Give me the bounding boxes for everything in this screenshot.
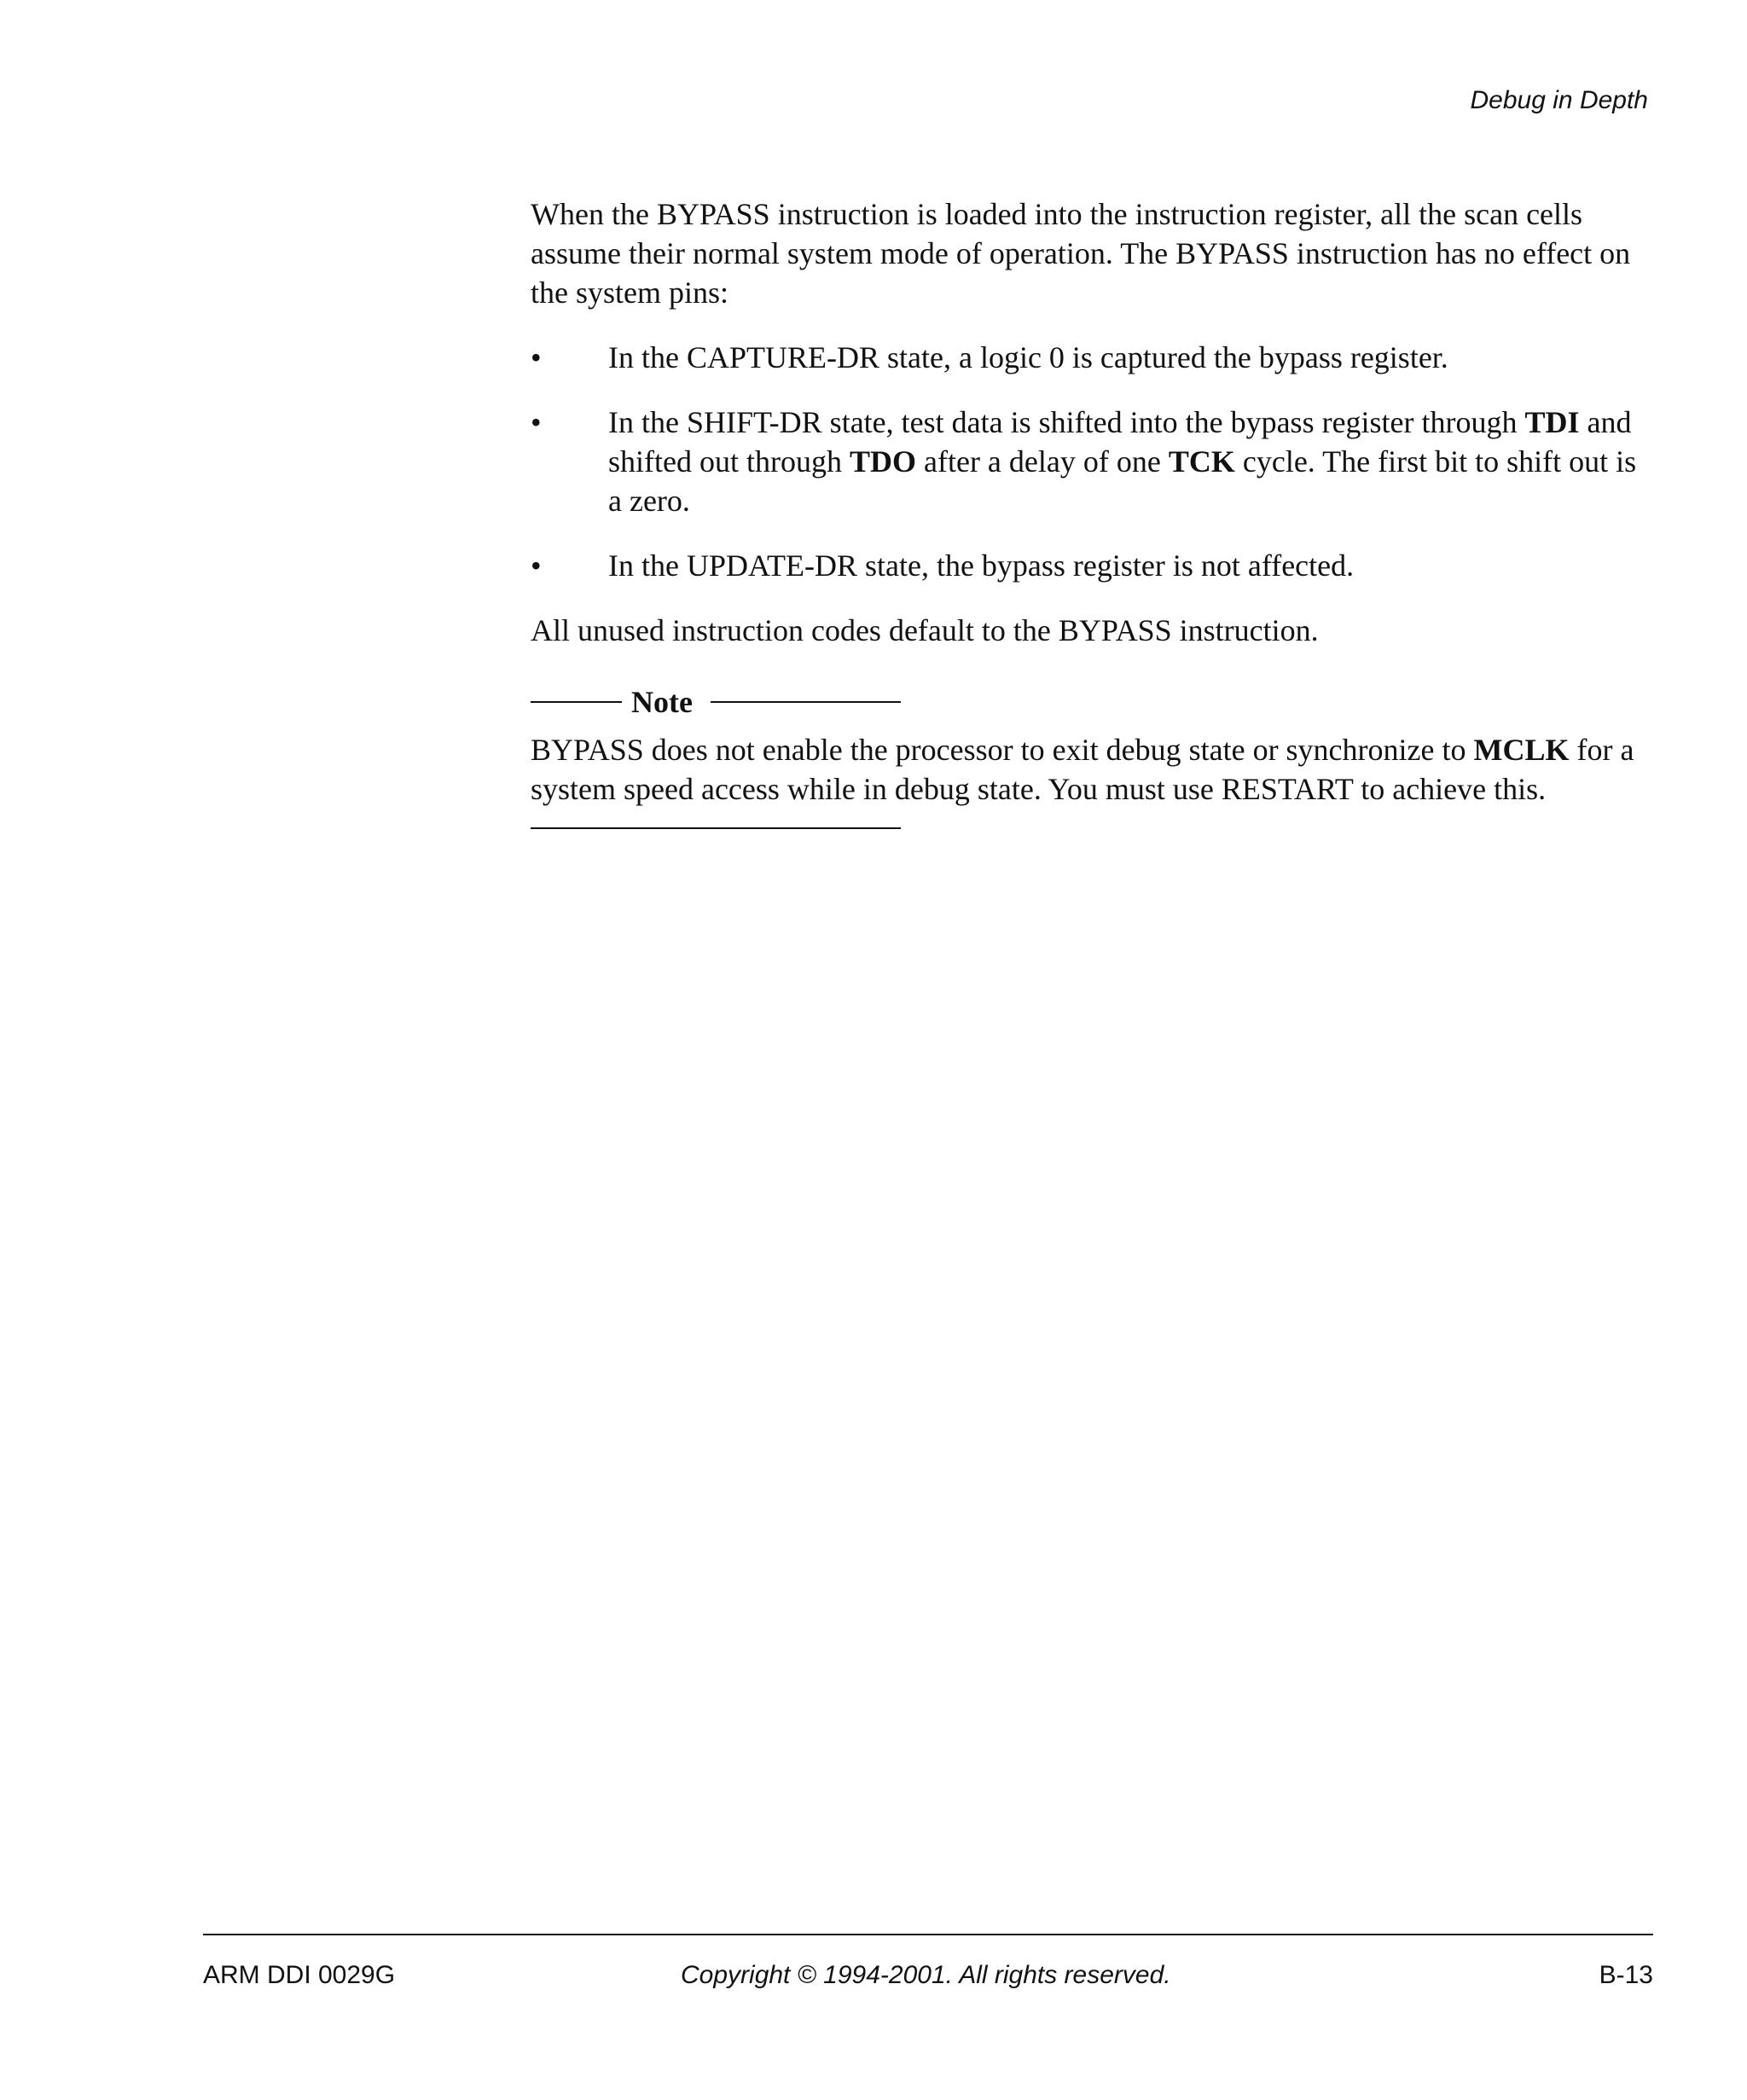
text-run: BYPASS does not enable the processor to exit debug state or synchronize to	[531, 733, 1474, 767]
text-run: cycle. The first bit to shift out is a zero.	[608, 444, 1637, 518]
intro-paragraph: When the BYPASS instruction is loaded into the instruction register, all the scan cells assume their normal system mode of operation. The BYPASS instruction has no effect on the system pins:	[531, 197, 1631, 310]
note-rule-right	[711, 701, 901, 703]
text-run: In the SHIFT-DR state, test data is shifted into the bypass register through	[608, 405, 1525, 439]
list-item	[531, 338, 1657, 377]
text-run: after a delay of one	[916, 444, 1169, 479]
note-label: Note	[631, 685, 693, 719]
signal-name-tck: TCK	[1168, 444, 1235, 479]
text-run: for a system speed access while in debug state. You must use RESTART to achieve this.	[531, 733, 1634, 806]
note-end-rule	[531, 827, 901, 829]
bullet-icon: •	[531, 548, 542, 583]
signal-name-tdo: TDO	[849, 444, 916, 479]
footer	[203, 1958, 1653, 1993]
signal-name-tdi: TDI	[1524, 405, 1580, 439]
list-item	[531, 546, 1657, 585]
list-item-text: In the UPDATE-DR state, the bypass register is not affected.	[608, 548, 1355, 583]
note-heading	[531, 682, 901, 722]
copyright-notice: Copyright © 1994-2001. All rights reserved.	[681, 1961, 1171, 1989]
bullet-icon: •	[531, 405, 542, 439]
note-rule-left	[531, 701, 622, 703]
text-run: and shifted out through	[608, 405, 1632, 479]
closing-paragraph: All unused instruction codes default to the BYPASS instruction.	[531, 613, 1319, 647]
list-item-text: In the CAPTURE-DR state, a logic 0 is captured the bypass register.	[608, 340, 1448, 374]
page-number: B-13	[1599, 1961, 1653, 1989]
bullet-list	[531, 338, 1657, 611]
list-item	[531, 403, 1657, 520]
signal-name-mclk: MCLK	[1473, 733, 1570, 767]
running-header: Debug in Depth	[1470, 86, 1648, 114]
list-item-text	[608, 405, 1636, 518]
bullet-icon: •	[531, 340, 542, 374]
footer-rule	[203, 1934, 1653, 1935]
note-body	[531, 730, 1657, 809]
doc-id: ARM DDI 0029G	[203, 1961, 396, 1989]
